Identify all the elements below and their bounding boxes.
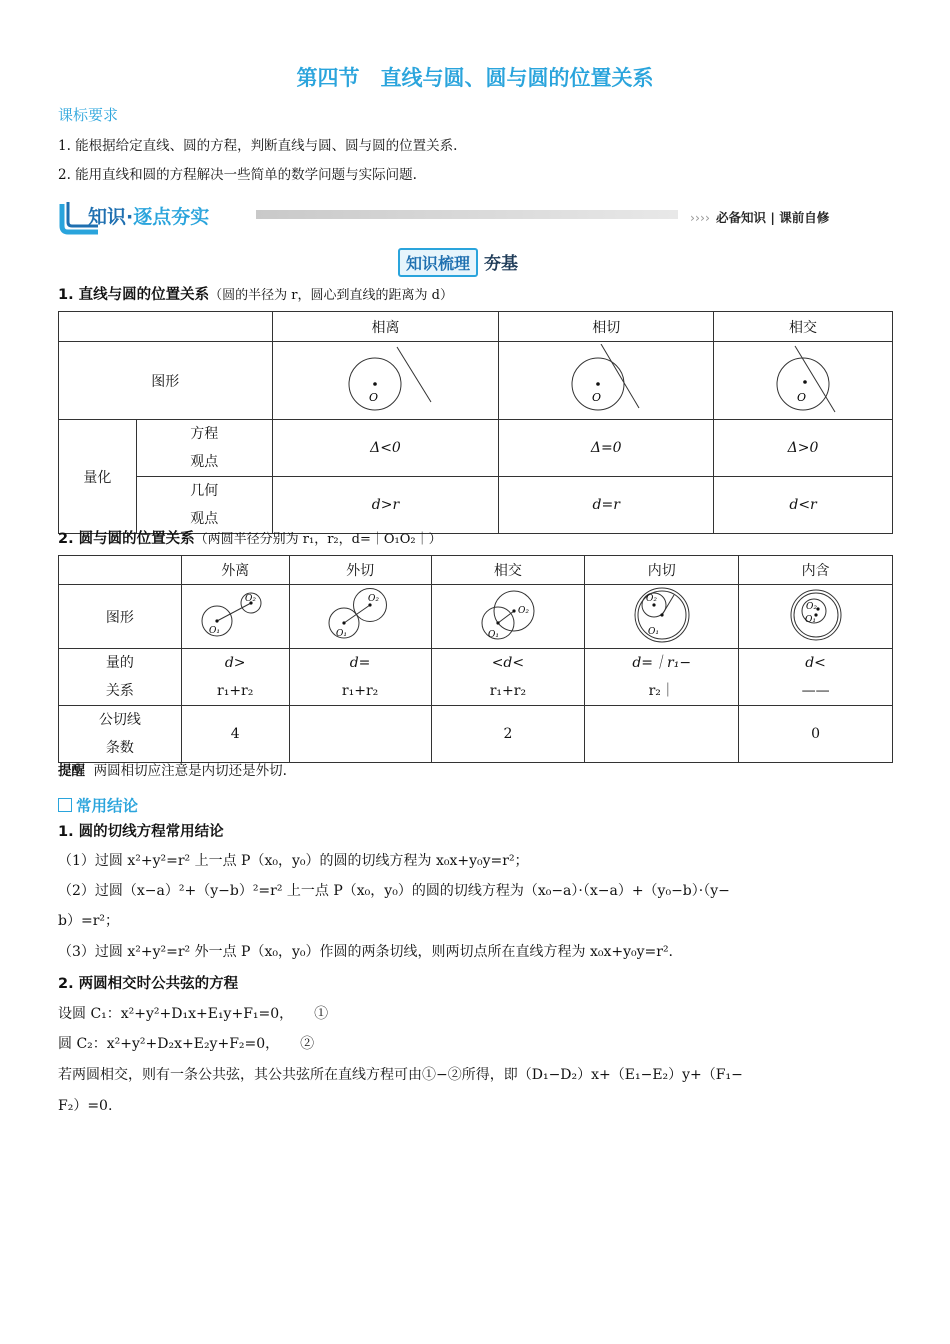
col-header: 相交 [431,556,585,585]
section2-heading-text: 2. 圆与圆的位置关系 [58,531,195,547]
sub-label-geo [136,477,272,534]
sub-label-eq-2: 观点 [190,454,219,470]
o2-label: O₂ [245,593,257,604]
figure-intersecting [431,585,585,649]
col-header: 内切 [585,556,739,585]
o2-label: O₂ [645,593,657,604]
banner-title-dot: · [126,206,134,228]
corner-cell [59,312,273,342]
col-header: 内含 [739,556,893,585]
relation-bottom: r₂｜ [648,683,675,699]
conclusion-line: F₂）=0. [58,1098,113,1114]
geo-value: d=r [499,477,714,534]
figure-external-tangent [289,585,431,649]
section2-note: （两圆半径分别为 r₁，r₂，d=｜O₁O₂｜） [194,532,442,547]
tip-label: 提醒 [58,763,85,779]
conclusion-line: （3）过圆 x²+y²=r² 外一点 P（x₀，y₀）作圆的两条切线，则两切点所在直线方程为 x₀x+y₀y=r². [58,944,674,960]
center-label: O [797,390,807,404]
banner-title-rest: 逐点夯实 [133,206,210,228]
conclusions-heading [58,794,138,816]
figure-separate [272,342,499,420]
circle-circle-table [58,555,893,763]
row-label-relation-1: 量的 [105,655,134,671]
relation-top: <d< [491,655,525,671]
o2-label: O₂ [805,601,817,612]
requirement-2: 2. 能用直线和圆的方程解决一些简单的数学问题与实际问题. [58,167,417,183]
banner-right [690,208,829,226]
col-header: 相切 [499,312,714,342]
sub-label-eq-1: 方程 [190,426,219,442]
figure-external [181,585,289,649]
tip-text: 两圆相切应注意是内切还是外切. [93,763,287,779]
tip [58,759,287,779]
circles-contained-figure [776,587,856,643]
conclusion2-heading: 2. 两圆相交时公共弦的方程 [58,976,239,992]
relation-bottom: —— [801,683,830,699]
tangent-count: 2 [431,706,585,763]
relation-cell [181,649,289,706]
o1-label: O₁ [647,626,659,637]
row-label-relation-2: 关系 [105,683,134,699]
conclusion-line: b）=r²； [58,913,119,929]
page-title: 第四节 直线与圆、圆与圆的位置关系 [296,66,654,90]
square-icon [58,798,72,812]
circles-external-tangent-figure [320,587,400,643]
tag-box: 知识梳理 [398,248,478,277]
line-circle-table [58,311,893,534]
eq-value: Δ=0 [499,420,714,477]
o1-label: O₁ [209,625,221,636]
col-header: 相交 [714,312,893,342]
line-circle-intersect-figure [753,344,853,414]
tangent-count: 0 [739,706,893,763]
tangent-count [585,706,739,763]
relation-cell [289,649,431,706]
o1-label: O₁ [804,614,816,625]
col-header: 相离 [272,312,499,342]
section1-heading-text: 1. 直线与圆的位置关系 [58,287,210,303]
row-label-figure: 图形 [59,585,182,649]
figure-intersect [714,342,893,420]
chevrons-icon: ›››› [690,210,710,225]
banner-title [88,202,209,229]
row-label-quant: 量化 [59,420,137,534]
section-tag [398,248,518,274]
o1-label: O₁ [336,628,348,639]
relation-top: d=｜r₁− [632,655,692,671]
section1-note: （圆的半径为 r，圆心到直线的距离为 d） [209,288,453,303]
o2-label: O₂ [368,593,380,604]
tag-after: 夯基 [484,254,519,274]
sub-label-geo-2: 观点 [190,511,219,527]
conclusion-line: （1）过圆 x²+y²=r² 上一点 P（x₀，y₀）的圆的切线方程为 x₀x+y₀y=r²； [58,853,529,869]
geo-value: d>r [272,477,499,534]
circles-internal-tangent-figure [622,587,702,643]
eq-value: Δ<0 [272,420,499,477]
tangent-count: 4 [181,706,289,763]
relation-bottom: r₁+r₂ [217,683,254,699]
o1-label: O₁ [487,629,499,640]
banner-title-main: 知识 [88,206,127,228]
conclusion-line: （2）过圆（x−a）²+（y−b）²=r² 上一点 P（x₀，y₀）的圆的切线方程为（x₀−a）·（x−a）+（y₀−b）·（y− [58,883,730,899]
requirement-1: 1. 能根据给定直线、圆的方程，判断直线与圆、圆与圆的位置关系. [58,138,458,154]
conclusion-line: 设圆 C₁：x²+y²+D₁x+E₁y+F₁=0， ① [58,1006,329,1022]
row-label-tangent-count [59,706,182,763]
row-label-tangent-1: 公切线 [98,712,141,728]
o2-label: O₂ [517,605,529,616]
center-label: O [369,390,379,404]
line-circle-tangent-figure [556,344,656,414]
banner-divider [256,210,678,219]
circles-intersecting-figure [468,587,548,643]
figure-tangent [499,342,714,420]
row-label-relation [59,649,182,706]
relation-cell [431,649,585,706]
relation-cell [585,649,739,706]
relation-bottom: r₁+r₂ [341,683,379,699]
section2-heading [58,527,442,548]
relation-top: d> [224,655,246,671]
corner-cell [59,556,182,585]
relation-bottom: r₁+r₂ [489,683,527,699]
row-label-tangent-2: 条数 [105,740,134,756]
row-label-figure: 图形 [59,342,273,420]
col-header: 外切 [289,556,431,585]
figure-internal-tangent [585,585,739,649]
conclusion-line: 若两圆相交，则有一条公共弦，其公共弦所在直线方程可由①−②所得，即（D₁−D₂）x+（E₁−E₂）y+（F₁− [58,1067,743,1083]
banner-right-text: 必备知识 | 课前自修 [716,210,830,225]
tangent-count [289,706,431,763]
eq-value: Δ>0 [714,420,893,477]
line-circle-separate-figure [335,344,435,414]
relation-cell [739,649,893,706]
conclusion-line: 圆 C₂：x²+y²+D₂x+E₂y+F₂=0， ② [58,1036,315,1052]
curriculum-label: 课标要求 [58,106,119,124]
circles-external-figure [195,587,275,643]
relation-top: d< [805,655,826,671]
col-header: 外离 [181,556,289,585]
sub-label-eq [136,420,272,477]
section1-heading [58,283,453,304]
center-label: O [592,390,602,404]
conclusion1-heading: 1. 圆的切线方程常用结论 [58,824,224,840]
geo-value: d<r [714,477,893,534]
conclusions-heading-text: 常用结论 [76,797,139,815]
relation-top: d= [349,655,371,671]
sub-label-geo-1: 几何 [190,483,219,499]
figure-contained [739,585,893,649]
